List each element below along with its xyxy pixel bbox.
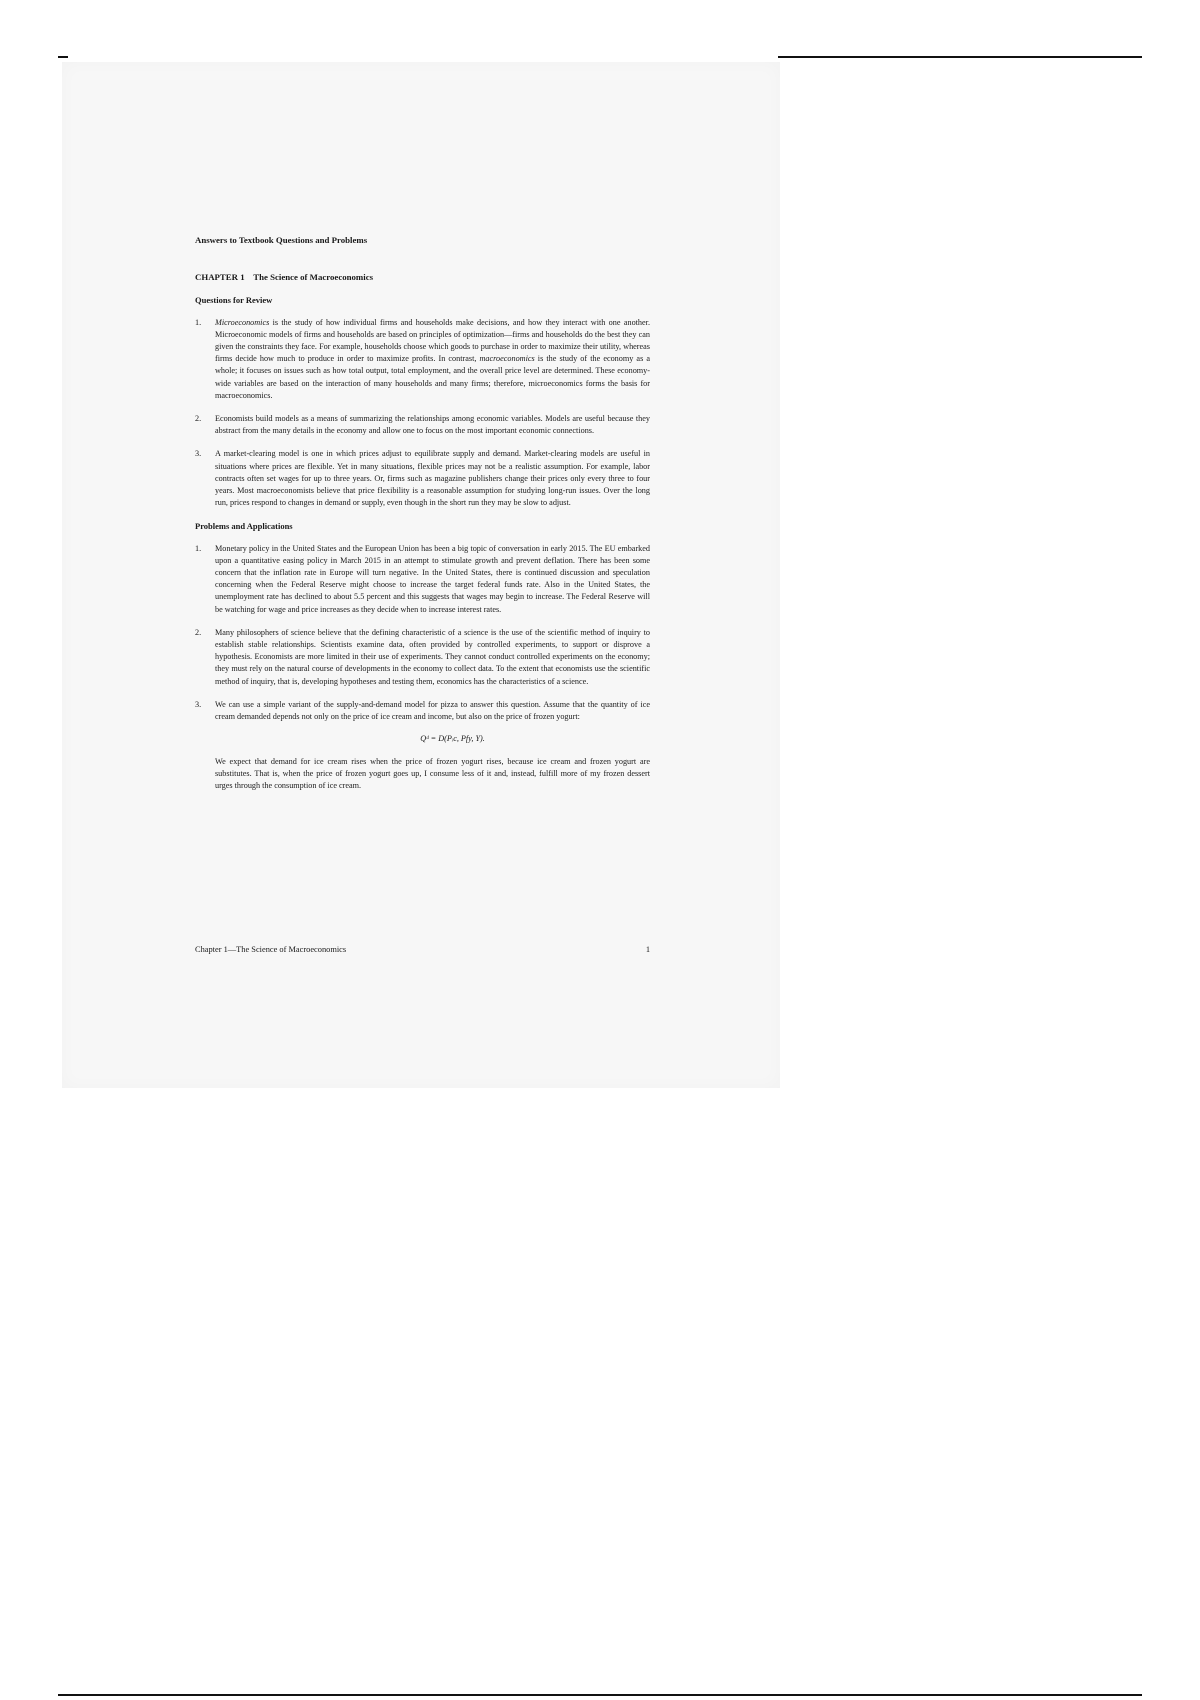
question-answer: A market-clearing model is one in which prices adjust to equilibrate supply and demand. Market-clearing models are useful in situations where prices are flexible. Yet in many situations, flexible prices may not be a realistic assumption. For example, labor contracts often set wages for up to three years. Or, firms such as magazine publishers change their prices only every three to four years. Most macroeconomists believe that price flexibility is a reasonable assumption for studying long-run issues. Over the long run, prices respond to changes in demand or supply, even though in the short run they may be slow to adjust.	[215, 449, 650, 508]
problem-number: 1.	[195, 543, 202, 553]
problem-answer-text: We can use a simple variant of the supply-and-demand model for pizza to answer this question. Assume that the quantity of ice cream demanded depends not only on the price of ice cream and income, but also on the price of frozen yogurt:	[215, 699, 650, 722]
problem-number: 2.	[195, 627, 202, 637]
question-number: 1.	[195, 317, 202, 327]
review-heading: Questions for Review	[195, 295, 273, 306]
answer-text: is the study of how individual firms and households make decisions, and how they interact with one another. Microeconomic models of firms and households are based on principles of optimization—firms and households do the best they can given the constraints they face. For example, households choose which goods to purchase in order to maximize their utility, whereas firms decide how much to produce in order to maximize profits. In contrast,	[215, 317, 650, 364]
term-macroeconomics: macroeconomics	[479, 354, 535, 364]
top-left-rule	[58, 56, 68, 58]
demand-equation: Qᵈ = D(Pᵢc, Pfy, Y).	[420, 734, 485, 744]
problem-answer: Many philosophers of science believe that the defining characteristic of a science is the use of the scientific method of inquiry to establish stable relationships. Scientists examine data, often provided by controlled experiments, to support or disprove a hypothesis. Economists are more limited in their use of experiments. They cannot conduct controlled experiments on the economy; they must rely on the natural course of developments in the economy to collect data. To the extent that economists use the scientific method of inquiry, that is, developing hypotheses and testing them, economics has the characteristics of a science.	[215, 627, 650, 686]
document-title: Answers to Textbook Questions and Problems	[195, 235, 368, 245]
review-question-1	[195, 317, 650, 402]
footer-page-number: 1	[645, 945, 650, 954]
problem-1	[195, 543, 650, 616]
chapter-heading: CHAPTER 1 The Science of Macroeconomics	[195, 272, 374, 283]
problem-2	[195, 627, 650, 688]
footer-chapter-title: Chapter 1—The Science of Macroeconomics	[195, 945, 347, 954]
review-questions-list	[195, 317, 650, 510]
problem-number: 3.	[195, 699, 202, 709]
problem-3	[195, 699, 650, 792]
answer-text-end: is the study of the economy as a whole; it focuses on issues such as how total output, total employment, and the overall price level are determined. These economy-wide variables are based on the interaction of many households and many firms; therefore, microeconomics forms the basis for macroeconomics.	[215, 354, 650, 400]
question-answer: Economists build models as a means of summarizing the relationships among economic variables. Models are useful because they abstract from the many details in the economy and allow one to focus on the most important economic connections.	[215, 414, 650, 436]
document-body	[195, 234, 650, 803]
problem-answer: Monetary policy in the United States and the European Union has been a big topic of conversation in early 2015. The EU embarked upon a quantitative easing policy in March 2015 in an attempt to stimulate growth and prevent deflation. There has been some concern that the inflation rate in Europe will turn negative. In the United States, there is continued discussion and speculation concerning when the Federal Reserve might choose to increase the target federal funds rate. Also in the United States, the unemployment rate has declined to about 5.5 percent and this suggests that wages may begin to increase. The Federal Reserve will be watching for wage and price increases as they decide when to increase interest rates.	[215, 543, 650, 614]
question-answer	[215, 317, 650, 402]
problem-answer	[215, 699, 650, 792]
bottom-rule	[58, 1694, 1142, 1696]
problems-heading: Problems and Applications	[195, 521, 293, 532]
review-question-2	[195, 413, 650, 437]
problems-list	[195, 543, 650, 792]
top-right-rule	[778, 56, 1142, 58]
problem-answer-continued: We expect that demand for ice cream rises when the price of frozen yogurt rises, because ice cream and frozen yogurt are substitutes. That is, when the price of frozen yogurt goes up, I consume less of it and, instead, fulfill more of my frozen dessert urges through the consumption of ice cream.	[215, 756, 650, 790]
question-number: 2.	[195, 414, 202, 424]
question-number: 3.	[195, 449, 202, 459]
page-footer	[195, 945, 650, 954]
term-microeconomics: Microeconomics	[215, 317, 270, 327]
review-question-3	[195, 448, 650, 509]
